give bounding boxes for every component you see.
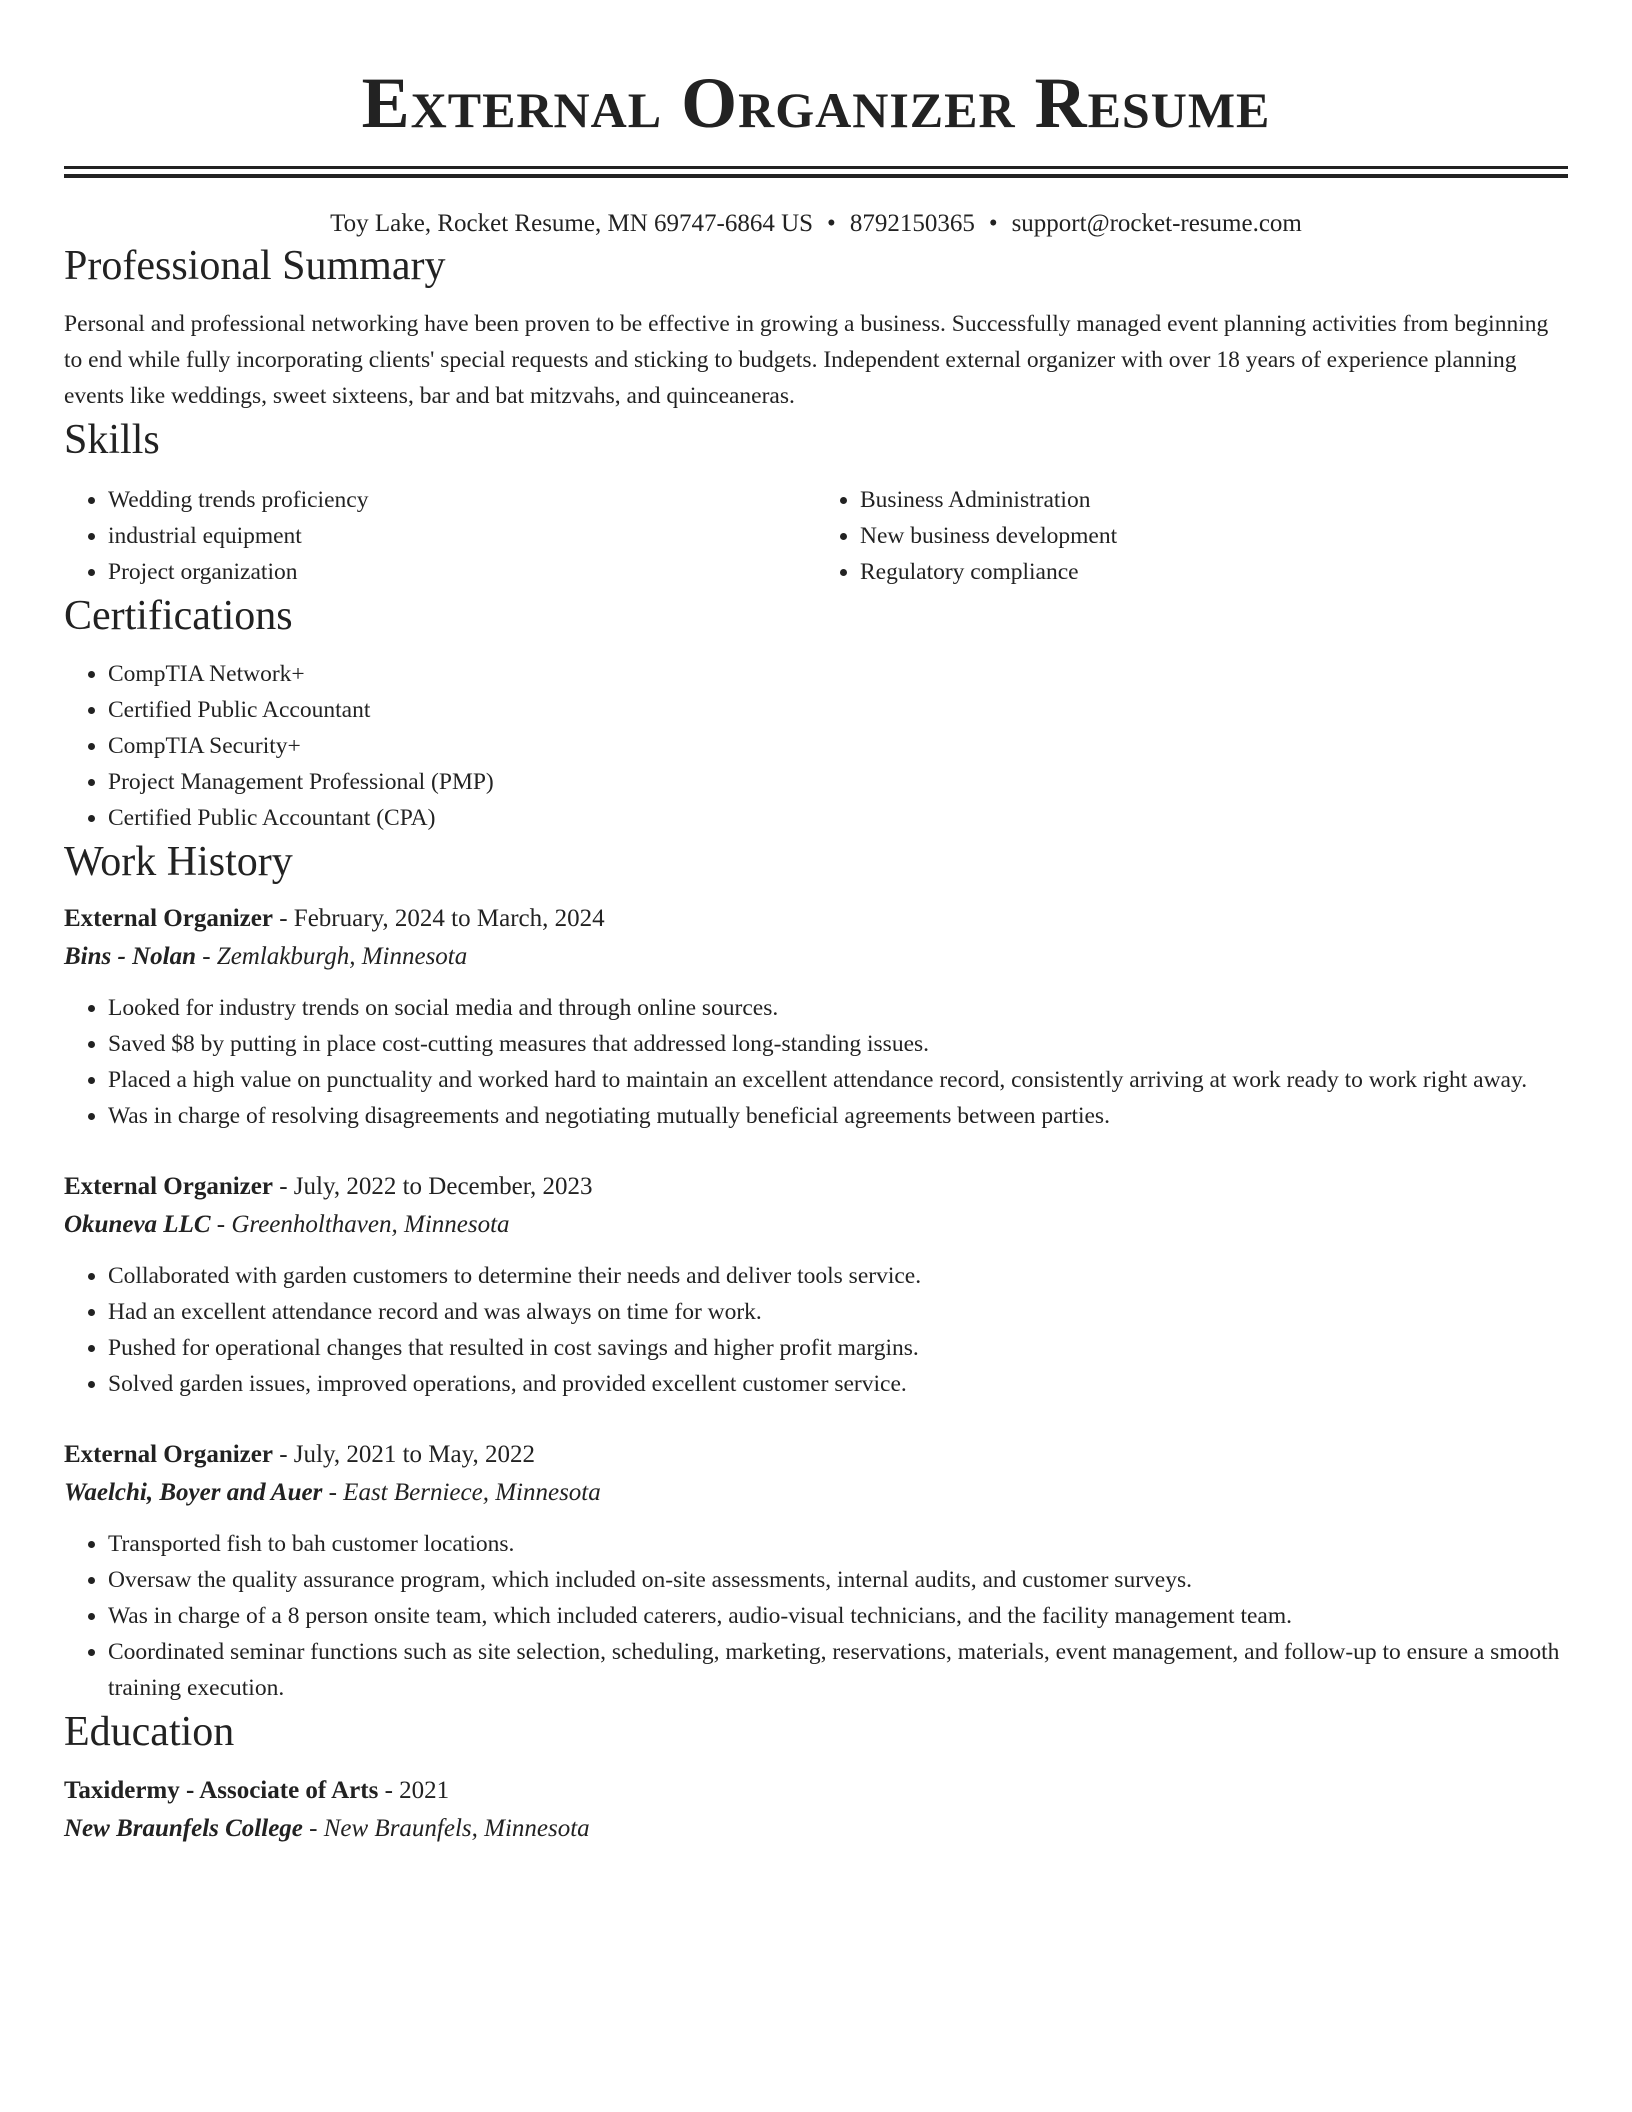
job-company: Okuneva LLC [64,1211,211,1238]
certification-item: • CompTIA Network+ [108,656,1568,692]
job-title-line [64,1168,1568,1206]
job-bullet: • Solved garden issues, improved operations, and provided excellent customer service. [108,1366,1568,1402]
education-heading: Education [64,1709,235,1755]
certifications-heading: Certifications [64,593,293,639]
job-dates: - July, 2022 to December, 2023 [272,1173,593,1200]
job-title: External Organizer [64,905,273,932]
skill-item: • New business development [860,518,1568,554]
job-company-line [64,938,1568,976]
job-title: External Organizer [64,1173,273,1200]
skills-grid [64,482,1568,590]
certification-item: • Certified Public Accountant (CPA) [108,800,1568,836]
job-bullet: • Had an excellent attendance record and was always on time for work. [108,1294,1568,1330]
skills-list-left [64,482,816,590]
job-bullet: • Pushed for operational changes that resulted in cost savings and higher profit margins. [108,1330,1568,1366]
job-bullet: • Coordinated seminar functions such as site selection, scheduling, marketing, reservations, materials, event management, and follow-up to ensure a smooth training execution. [108,1634,1568,1706]
skill-item: • Regulatory compliance [860,554,1568,590]
job-title: External Organizer [64,1441,273,1468]
summary-text: Personal and professional networking have been proven to be effective in growing a business. Successfully managed event planning activities from beginning to end while fully incorporating clients' special requests and sticking to budgets. Independent external organizer with over 18 years of experience planning events like weddings, sweet sixteens, bar and bat mitzvahs, and quinceaneras. [64,311,1549,409]
skill-item: • Wedding trends proficiency [108,482,816,518]
job-company-line [64,1206,1568,1244]
job-title-line [64,1436,1568,1474]
job-entry [64,1168,1568,1402]
skill-item: • Project organization [108,554,816,590]
job-bullet: • Collaborated with garden customers to determine their needs and deliver tools service. [108,1258,1568,1294]
education-degree: Taxidermy - Associate of Arts [64,1777,379,1804]
certifications-list [64,656,1568,836]
summary-heading: Professional Summary [64,243,446,289]
contact-separator: • [827,210,836,237]
job-entry [64,900,1568,1134]
job-location: - Zemlakburgh, Minnesota [195,943,468,970]
education-year: - 2021 [378,1777,450,1804]
contact-line [64,208,1568,240]
job-bullet: • Placed a high value on punctuality and worked hard to maintain an excellent attendance record, consistently arriving at work ready to work right away. [108,1062,1568,1098]
job-location: - East Berniece, Minnesota [322,1479,601,1506]
job-bullets [64,990,1568,1134]
job-bullets [64,1526,1568,1706]
job-bullet: • Looked for industry trends on social media and through online sources. [108,990,1568,1026]
education-school-line [64,1810,1568,1848]
job-dates: - July, 2021 to May, 2022 [272,1441,536,1468]
contact-address: Toy Lake, Rocket Resume, MN 69747-6864 US [330,210,814,237]
skills-list-right [816,482,1568,590]
job-location: - Greenholthaven, Minnesota [210,1211,510,1238]
job-entry [64,1436,1568,1706]
work-history-heading: Work History [64,839,293,885]
job-bullet: • Was in charge of a 8 person onsite team, which included caterers, audio-visual technicians, and the facility management team. [108,1598,1568,1634]
certification-item: • Certified Public Accountant [108,692,1568,728]
job-company: Bins - Nolan [64,943,196,970]
skill-item: • industrial equipment [108,518,816,554]
job-dates: - February, 2024 to March, 2024 [272,905,605,932]
education-entry [64,1772,1568,1848]
job-company: Waelchi, Boyer and Auer [64,1479,323,1506]
skill-item: • Business Administration [860,482,1568,518]
education-school: New Braunfels College [64,1815,303,1842]
certification-item: • CompTIA Security+ [108,728,1568,764]
education-location: - New Braunfels, Minnesota [302,1815,590,1842]
skills-heading: Skills [64,417,160,463]
contact-separator: • [988,210,998,237]
job-bullets [64,1258,1568,1402]
contact-email: support@rocket-resume.com [1011,210,1302,237]
job-company-line [64,1474,1568,1512]
job-bullet: • Saved $8 by putting in place cost-cutting measures that addressed long-standing issues. [108,1026,1568,1062]
job-bullet: • Transported fish to bah customer locations. [108,1526,1568,1562]
resume-title: External Organizer Resume [361,63,1271,143]
job-bullet: • Oversaw the quality assurance program, which included on-site assessments, internal audits, and customer surveys. [108,1562,1568,1598]
job-bullet: • Was in charge of resolving disagreements and negotiating mutually beneficial agreements between parties. [108,1098,1568,1134]
education-degree-line [64,1772,1568,1810]
job-title-line [64,900,1568,938]
contact-phone: 8792150365 [849,210,975,237]
title-divider [64,166,1568,178]
certification-item: • Project Management Professional (PMP) [108,764,1568,800]
